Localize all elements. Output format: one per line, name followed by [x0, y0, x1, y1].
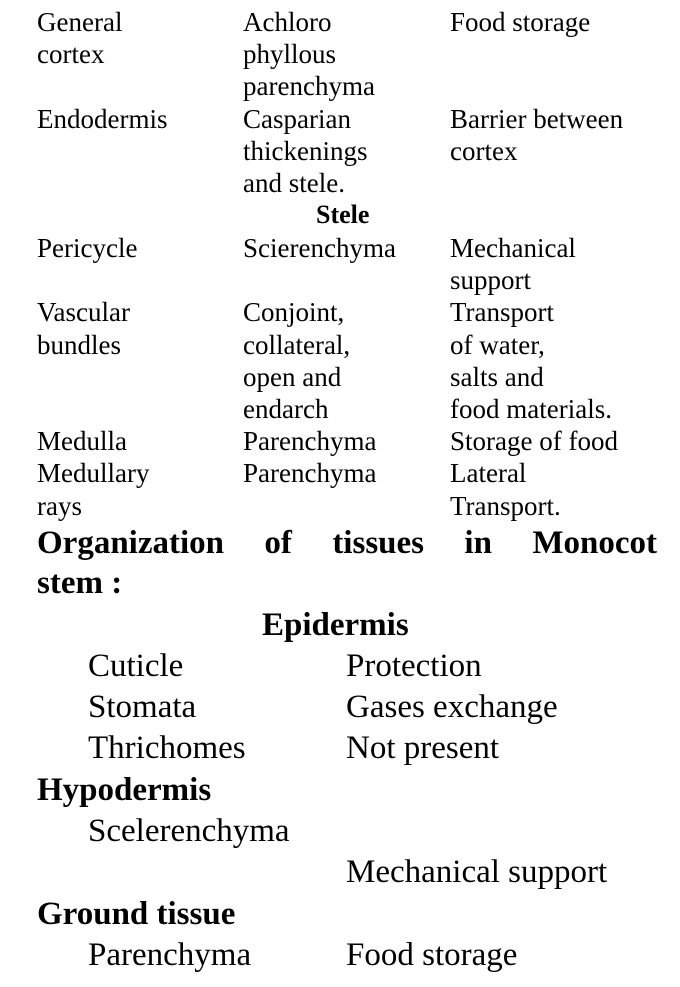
cell-line: of water, — [450, 329, 545, 360]
cell-line: Casparian — [243, 103, 351, 134]
table-cell-function — [450, 296, 612, 425]
stele-subheading: Stele — [316, 200, 370, 229]
table-cell-function — [450, 103, 623, 167]
cell-line: phyllous — [243, 39, 337, 70]
cell-line: endarch — [243, 394, 329, 424]
cell-line: Mechanical — [450, 233, 576, 263]
epidermis-function-notpresent: Not present — [346, 730, 500, 766]
tissue-table-stele — [0, 232, 680, 522]
cell-line: Parenchyma — [243, 426, 377, 457]
cell-line: thickenings — [243, 135, 368, 166]
cell-line: food materials. — [450, 394, 612, 424]
epidermis-tissue-thrichomes: Thrichomes — [88, 730, 246, 766]
table-cell-function — [450, 425, 618, 457]
table-cell-function — [450, 6, 590, 38]
table-row — [0, 232, 680, 296]
cell-line: Barrier between — [450, 103, 624, 134]
hypodermis-function: Mechanical support — [346, 854, 608, 890]
epidermis-tissue-cuticle: Cuticle — [88, 648, 184, 684]
cell-line: parenchyma — [243, 71, 375, 102]
cell-line: open and — [243, 361, 342, 392]
hypodermis-heading: Hypodermis — [37, 772, 212, 808]
tissue-table — [0, 6, 680, 199]
table-row — [0, 103, 680, 200]
cell-line: General — [37, 7, 123, 37]
cell-line: Endodermis — [37, 103, 168, 134]
section-heading-line1: Organization of tissues in Monocot — [37, 525, 657, 561]
epidermis-function-protection: Protection — [346, 648, 482, 684]
cell-line: Medullary — [37, 458, 150, 489]
table-row — [0, 425, 680, 457]
table-row — [0, 6, 680, 103]
table-cell-region — [37, 457, 149, 521]
table-cell-tissue — [243, 103, 367, 200]
table-cell-tissue — [243, 232, 396, 264]
cell-line: Lateral — [450, 458, 527, 489]
epidermis-heading: Epidermis — [262, 607, 409, 643]
cell-line: cortex — [450, 135, 518, 166]
cell-line: Vascular — [37, 297, 130, 328]
table-cell-function — [450, 457, 561, 521]
cell-line: Storage of food — [450, 426, 618, 457]
epidermis-tissue-stomata: Stomata — [88, 689, 197, 725]
cell-line: Transport. — [450, 490, 561, 521]
cell-line: collateral, — [243, 329, 351, 360]
table-cell-region — [37, 6, 122, 70]
cell-line: Medulla — [37, 426, 127, 457]
table-cell-tissue — [243, 6, 375, 103]
epidermis-function-gases: Gases exchange — [346, 689, 558, 725]
cell-line: rays — [37, 490, 82, 521]
cell-line: Pericycle — [37, 233, 138, 263]
cell-line: Transport — [450, 297, 555, 328]
table-cell-region — [37, 296, 130, 360]
table-cell-function — [450, 232, 576, 296]
cell-line: and stele. — [243, 168, 345, 198]
section-heading-line2: stem : — [37, 565, 123, 601]
hypodermis-tissue: Scelerenchyma — [88, 813, 290, 849]
cell-line: Food storage — [450, 7, 591, 37]
cell-line: Achloro — [243, 7, 332, 37]
table-cell-region — [37, 103, 167, 135]
cell-line: salts and — [450, 361, 544, 392]
table-row — [0, 296, 680, 425]
cell-line: Parenchyma — [243, 458, 377, 489]
ground-tissue-function: Food storage — [346, 937, 518, 973]
table-cell-region — [37, 425, 127, 457]
table-cell-tissue — [243, 457, 376, 489]
table-cell-region — [37, 232, 137, 264]
table-cell-tissue — [243, 425, 376, 457]
cell-line: Scierenchyma — [243, 233, 396, 263]
table-cell-tissue — [243, 296, 350, 425]
cell-line: support — [450, 265, 531, 296]
section-heading — [37, 523, 657, 603]
ground-tissue-name: Parenchyma — [88, 937, 252, 973]
table-row — [0, 457, 680, 521]
cell-line: bundles — [37, 329, 121, 360]
cell-line: Conjoint, — [243, 297, 345, 328]
ground-tissue-heading: Ground tissue — [37, 896, 236, 932]
cell-line: cortex — [37, 39, 105, 70]
